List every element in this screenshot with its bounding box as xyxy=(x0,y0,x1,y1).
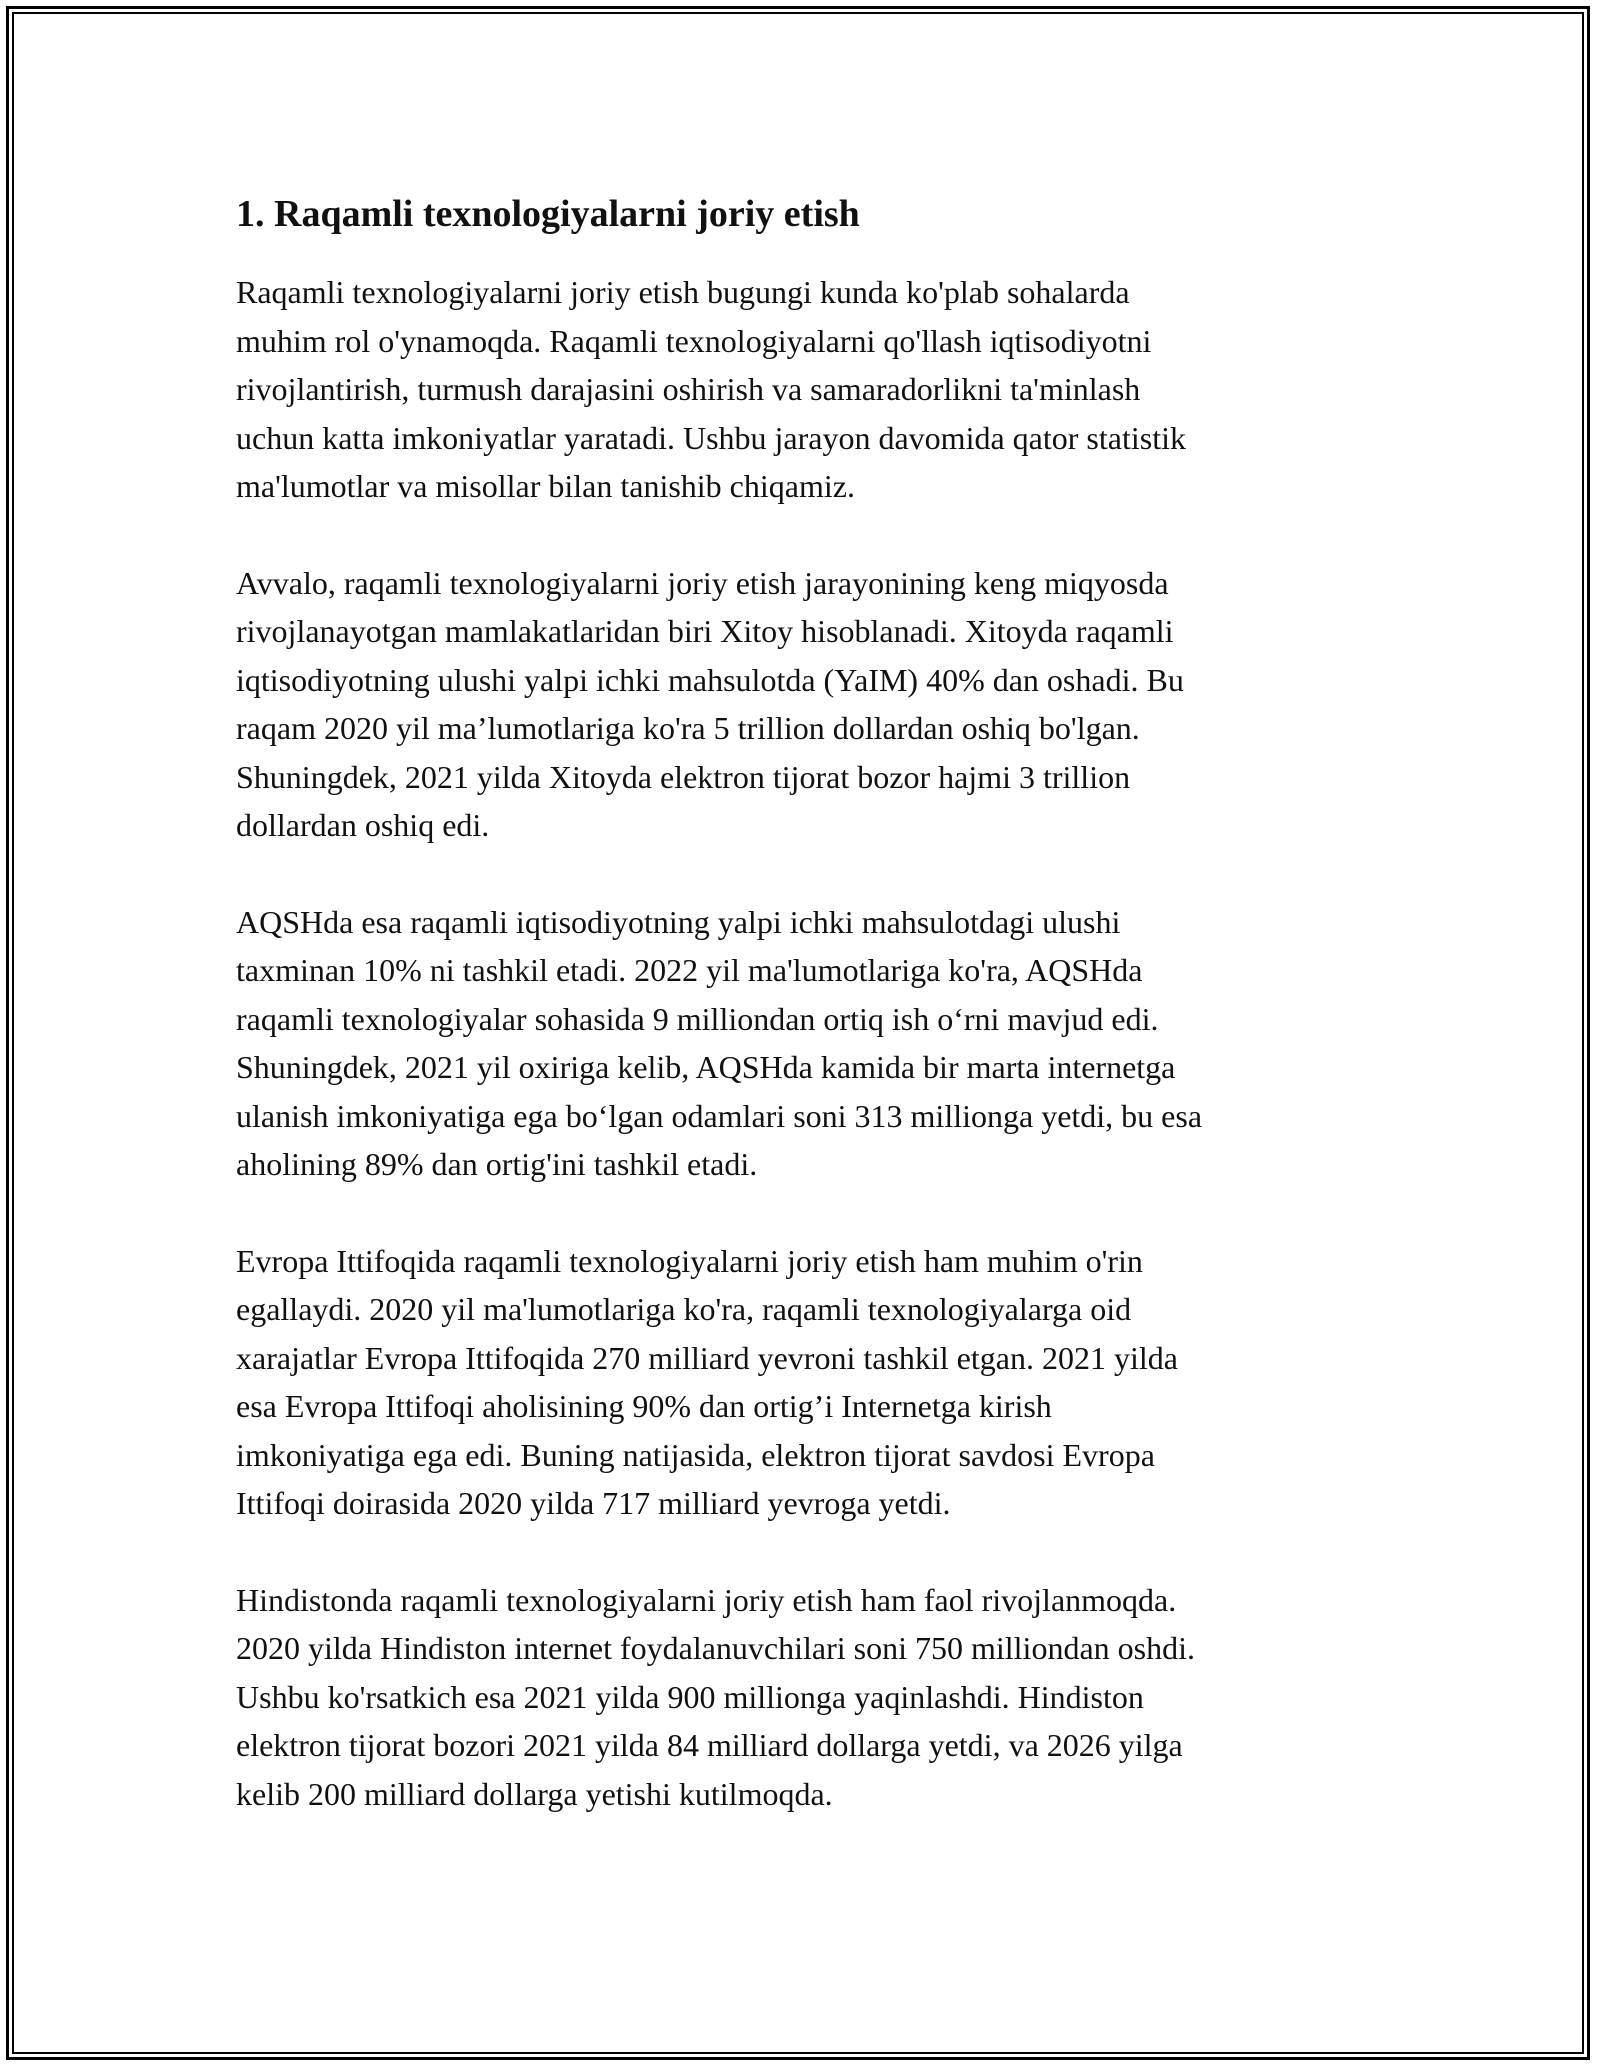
text-line: Evropa Ittifoqida raqamli texnologiyalarni joriy etish ham muhim o'rin xyxy=(236,1242,1143,1279)
text-line: dollardan oshiq edi. xyxy=(236,807,490,843)
text-line: rivojlanayotgan mamlakatlaridan biri Xitoy hisoblanadi. Xitoyda raqamli xyxy=(236,613,1174,649)
text-line: Ittifoqi doirasida 2020 yilda 717 milliard yevroga yetdi. xyxy=(236,1485,951,1521)
paragraph-usa xyxy=(236,898,1366,1189)
text-line: Shuningdek, 2021 yil oxiriga kelib, AQSHda kamida bir marta internetga xyxy=(236,1049,1176,1085)
text-line: kelib 200 milliard dollarga yetishi kutilmoqda. xyxy=(236,1775,833,1812)
paragraph-intro xyxy=(236,268,1366,511)
text-line: ma'lumotlar va misollar bilan tanishib chiqamiz. xyxy=(236,468,855,504)
text-line: raqamli texnologiyalar sohasida 9 milliondan ortiq ish o‘rni mavjud edi. xyxy=(236,1000,1159,1037)
text-line: xarajatlar Evropa Ittifoqida 270 milliard yevroni tashkil etgan. 2021 yilda xyxy=(236,1339,1178,1376)
text-line: uchun katta imkoniyatlar yaratadi. Ushbu jarayon davomida qator statistik xyxy=(236,419,1186,456)
text-line: rivojlantirish, turmush darajasini oshirish va samaradorlikni ta'minlash xyxy=(236,371,1141,407)
text-line: ulanish imkoniyatiga ega bo‘lgan odamlari soni 313 millionga yetdi, bu esa xyxy=(236,1097,1203,1134)
section-heading: 1. Raqamli texnologiyalarni joriy etish xyxy=(236,193,860,235)
paragraph-india xyxy=(236,1576,1366,1819)
text-line: Shuningdek, 2021 yilda Xitoyda elektron tijorat bozor hajmi 3 trillion xyxy=(236,758,1131,795)
text-line: taxminan 10% ni tashkil etadi. 2022 yil ma'lumotlariga ko'ra, AQSHda xyxy=(236,952,1143,988)
text-line: esa Evropa Ittifoqi aholisining 90% dan ortig’i Internetga kirish xyxy=(236,1388,1052,1424)
text-line: AQSHda esa raqamli iqtisodiyotning yalpi ichki mahsulotdagi ulushi xyxy=(236,903,1121,940)
text-line: elektron tijorat bozori 2021 yilda 84 milliard dollarga yetdi, va 2026 yilga xyxy=(236,1727,1183,1763)
text-line: egallaydi. 2020 yil ma'lumotlariga ko'ra, raqamli texnologiyalarga oid xyxy=(236,1291,1132,1327)
paragraph-eu xyxy=(236,1237,1366,1528)
text-line: Ushbu ko'rsatkich esa 2021 yilda 900 millionga yaqinlashdi. Hindiston xyxy=(236,1678,1144,1715)
paragraph-china xyxy=(236,559,1366,850)
text-line: iqtisodiyotning ulushi yalpi ichki mahsulotda (YaIM) 40% dan oshadi. Bu xyxy=(236,661,1184,698)
text-line: raqam 2020 yil ma’lumotlariga ko'ra 5 trillion dollardan oshiq bo'lgan. xyxy=(236,710,1140,746)
text-line: muhim rol o'ynamoqda. Raqamli texnologiyalarni qo'llash iqtisodiyotni xyxy=(236,322,1152,359)
text-line: imkoniyatiga ega edi. Buning natijasida, elektron tijorat savdosi Evropa xyxy=(236,1436,1155,1473)
text-line: Hindistonda raqamli texnologiyalarni joriy etish ham faol rivojlanmoqda. xyxy=(236,1581,1177,1618)
text-line: 2020 yilda Hindiston internet foydalanuvchilari soni 750 milliondan oshdi. xyxy=(236,1630,1195,1666)
text-line: aholining 89% dan ortig'ini tashkil etadi. xyxy=(236,1146,758,1182)
document-body xyxy=(236,186,1366,1866)
text-line: Raqamli texnologiyalarni joriy etish bugungi kunda ko'plab sohalarda xyxy=(236,274,1130,310)
text-line: Avvalo, raqamli texnologiyalarni joriy etish jarayonining keng miqyosda xyxy=(236,564,1169,601)
